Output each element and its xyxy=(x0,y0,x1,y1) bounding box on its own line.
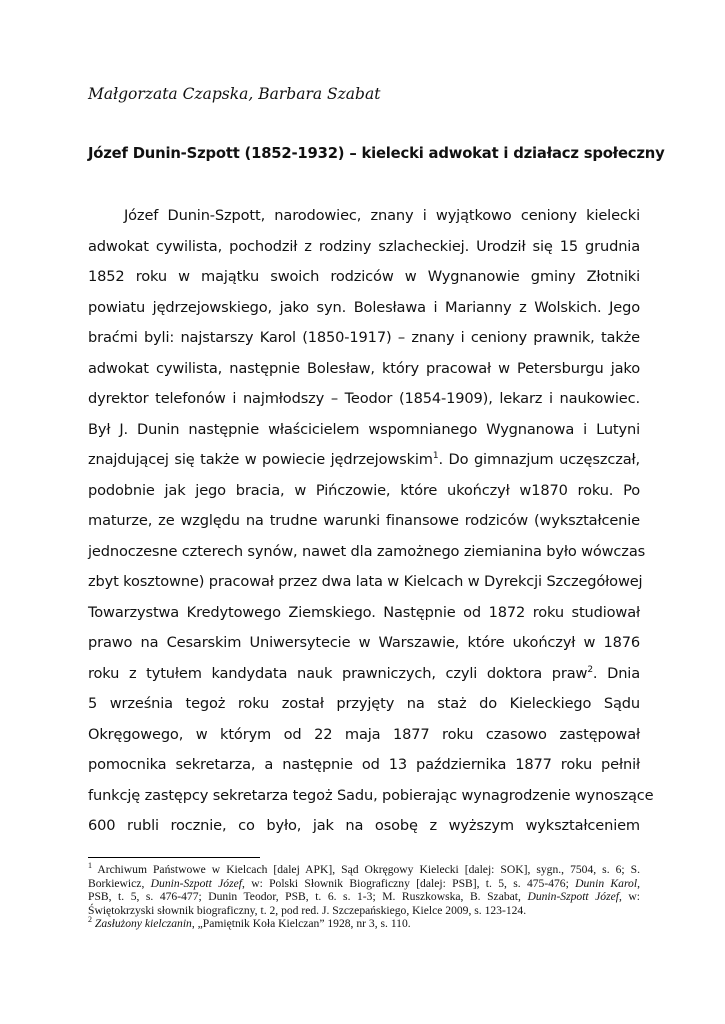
body-line: powiatu jędrzejowskiego, jako syn. Bolesława i Marianny z Wolskich. Jego xyxy=(88,298,640,316)
footnote-number: 1 xyxy=(88,861,92,871)
authors: Małgorzata Czapska, Barbara Szabat xyxy=(88,85,381,103)
footnote-italic: Zasłużony kielczanin xyxy=(94,917,192,931)
footnote-number: 2 xyxy=(88,915,92,925)
body-line: dyrektor telefonów i najmłodszy – Teodor (1854-1909), lekarz i naukowiec. xyxy=(88,390,640,407)
body-line: 600 rubli rocznie, co było, jak na osobę z wyższym wykształceniem xyxy=(88,817,640,834)
footnote-ref-2[interactable]: 2 xyxy=(587,664,593,675)
body-text-segment: Do gimnazjum uczęszczał, xyxy=(448,451,641,468)
body-line: znajdującej się także w powiecie jędrzejowskim$^1$. Do gimnazjum uczęszczał, xyxy=(88,451,641,468)
body-line: roku z tytułem kandydata nauk prawniczych, czyli doktora praw$^2$. Dnia xyxy=(88,664,640,682)
body-text-segment: znajdującej się także w powiecie jędrzejowskim xyxy=(88,451,433,468)
body-line: Okręgowego, w którym od 22 maja 1877 roku czasowo zastępował xyxy=(88,725,640,743)
body-text xyxy=(88,201,654,842)
footnote-1-line xyxy=(88,890,640,904)
footnote-text: , „Pamiętnik Koła Kielczan” 1928, nr 3, s. 110. xyxy=(191,917,411,931)
footnote-text: , w: Polski Słownik Biograficzny [dalej: PSB], t. 5, s. 475-476; xyxy=(241,876,569,890)
footnote-divider xyxy=(88,857,260,858)
body-line: funkcję zastępcy sekretarza tegoż Sadu, pobierając wynagrodzenie wynoszące xyxy=(88,786,654,804)
body-line: zbyt kosztowne) pracował przez dwa lata w Kielcach w Dyrekcji Szczegółowej xyxy=(88,573,643,590)
body-text-segment: roku z tytułem kandydata nauk prawniczych, czyli doktora praw xyxy=(88,664,588,682)
body-line: Towarzystwa Kredytowego Ziemskiego. Następnie od 1872 roku studiował xyxy=(88,603,640,621)
footnote-italic: Dunin-Szpott Józef xyxy=(527,890,619,904)
body-line: braćmi byli: najstarszy Karol (1850-1917) – znany i ceniony prawnik, także xyxy=(88,329,640,346)
body-line: adwokat cywilista, pochodził z rodziny szlacheckiej. Urodził się 15 grudnia xyxy=(88,237,640,255)
footnote-text: , w: xyxy=(619,890,641,904)
footnote-1-line xyxy=(88,877,640,891)
footnote-italic: Dunin-Szpott Józef xyxy=(150,876,242,890)
body-line: Był J. Dunin następnie właścicielem wspomnianego Wygnanowa i Lutyni xyxy=(88,420,640,438)
body-line: pomocnika sekretarza, a następnie od 13 października 1877 roku pełnił xyxy=(88,756,640,773)
body-line: Józef Dunin-Szpott, narodowiec, znany i wyjątkowo ceniony kielecki xyxy=(124,207,640,224)
body-line: 1852 roku w majątku swoich rodziców w Wygnanowie gminy Złotniki xyxy=(88,268,640,285)
body-line: adwokat cywilista, następnie Bolesław, który pracował w Petersburgu jako xyxy=(88,359,640,377)
body-line: jednoczesne czterech synów, nawet dla zamożnego ziemianina było wówczas xyxy=(88,542,646,560)
footnote-text: , xyxy=(637,876,640,890)
footnote-1 xyxy=(88,863,640,877)
footnotes xyxy=(88,863,640,931)
article-title: Józef Dunin-Szpott (1852-1932) – kielecki adwokat i działacz społeczny xyxy=(88,145,665,162)
footnote-text: Archiwum Państwowe w Kielcach [dalej APK], Sąd Okręgowy Kielecki [dalej: SOK], sygn., 7504, s. 6; S. xyxy=(97,863,640,876)
footnote-2 xyxy=(88,917,640,931)
footnote-text: Borkiewicz, xyxy=(88,876,145,890)
body-line: 5 września tegoż roku został przyjęty na staż do Kieleckiego Sądu xyxy=(88,695,640,712)
footnote-italic: Dunin Karol xyxy=(575,876,638,890)
body-line: prawo na Cesarskim Uniwersytecie w Warszawie, które ukończył w 1876 xyxy=(88,634,640,651)
footnote-1-line: Świętokrzyski słownik biograficzny, t. 2, pod red. J. Szczepańskiego, Kielce 2009, s. 123-124. xyxy=(88,903,527,917)
body-line: podobnie jak jego bracia, w Pińczowie, które ukończył w1870 roku. Po xyxy=(88,481,640,499)
body-line: maturze, ze względu na trudne warunki finansowe rodziców (wykształcenie xyxy=(88,512,640,529)
footnote-text: PSB, t. 5, s. 476-477; Dunin Teodor, PSB, t. 6. s. 1-3; M. Ruszkowska, B. Szabat, xyxy=(88,890,521,904)
footnote-ref-1[interactable]: 1 xyxy=(432,451,439,462)
body-text-segment: Dnia xyxy=(607,664,640,682)
